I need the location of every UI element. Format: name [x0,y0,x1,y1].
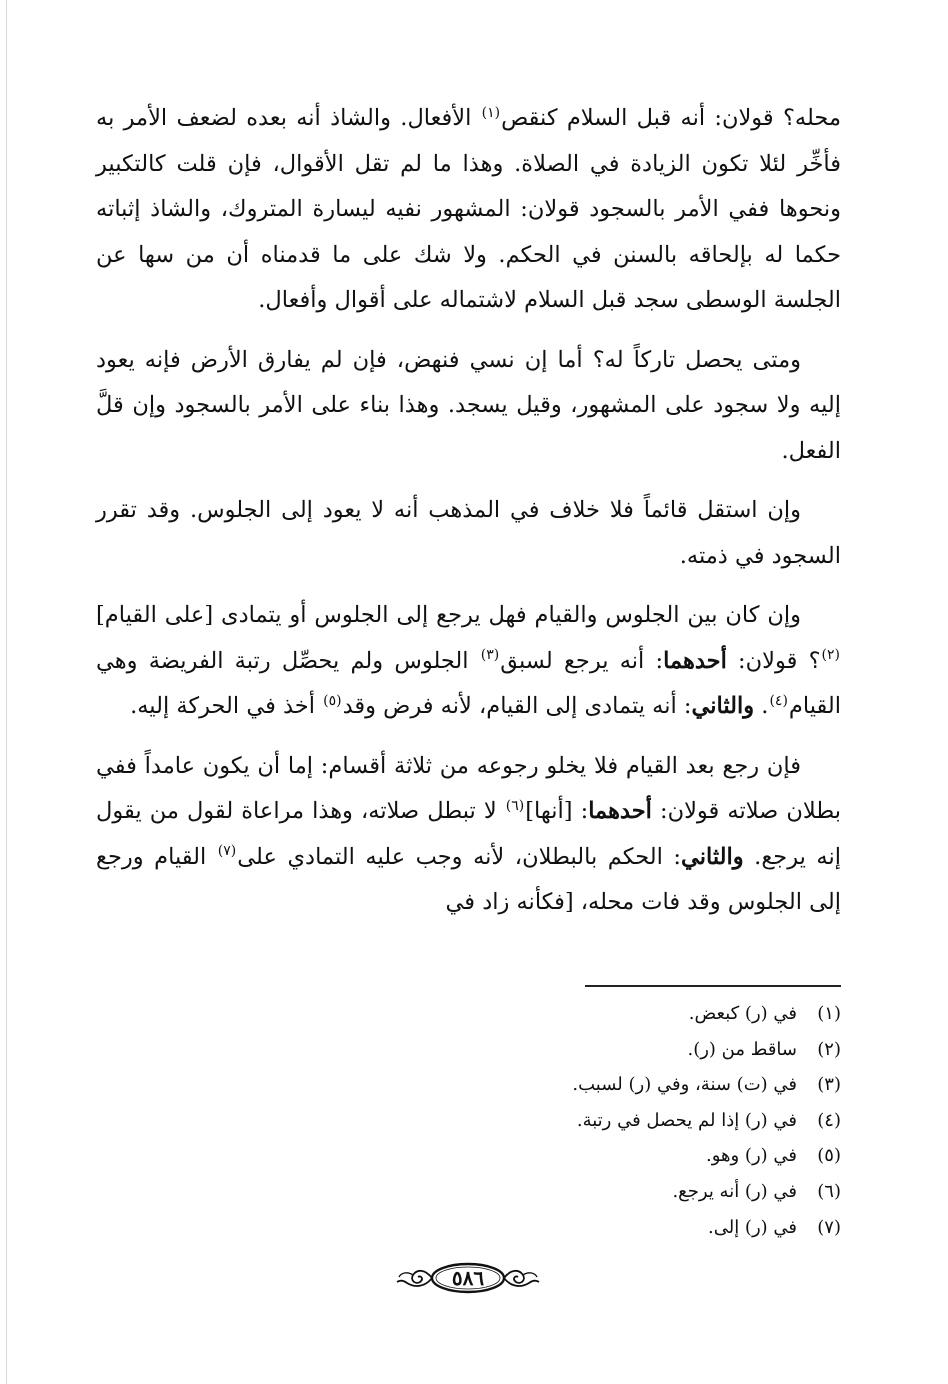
text-run: محله؟ قولان: أنه قبل السلام كنقص [501,105,841,131]
page-edge-line [6,0,7,1384]
page-number-ornament [395,1261,541,1295]
footnote-item [96,1103,841,1139]
footnote-text: في (ر) أنه يرجع. [672,1180,797,1202]
text-run: وإن استقل قائماً فلا خلاف في المذهب أنه لا يعود إلى الجلوس. وقد تقرر السجود في ذمته. [96,497,841,569]
footnote-text: في (ت) سنة، وفي (ر) لسبب. [572,1074,797,1096]
paragraph [96,593,841,730]
page-number: ٥٨٦ [451,1266,485,1290]
footnote-text: في (ر) كبعض. [688,1003,797,1024]
paragraph [96,488,841,579]
footnote-reference: (٦) [505,797,525,814]
text-run: أخذ في الحركة إليه. [130,693,323,719]
footnote-text: في (ر) وهو. [706,1145,797,1167]
footnote-reference: (١) [481,104,501,121]
text-run: : الحكم بالبطلان، لأنه وجب عليه التمادي على [237,843,681,870]
text-run: لا تبطل صلاته، وهذا مراعاة لقول من يقول إنه يرجع. [96,798,842,870]
footnote-number: (٥) [817,1145,841,1167]
footnote-text: في (ر) إلى. [708,1216,797,1238]
footnote-text: ساقط من (ر). [687,1038,797,1060]
text-run: القيام ورجع إلى الجلوس وقد فات محله، [فكأنه زاد في [96,843,841,915]
bold-term: والثاني [691,693,755,719]
footnote-item [96,1138,841,1174]
footnote-number: (٣) [817,1074,841,1096]
footnote-number: (٤) [817,1109,841,1131]
text-run: وإن كان بين الجلوس والقيام فهل يرجع إلى الجلوس أو يتمادى [على القيام] [96,602,801,628]
footnote-item [96,1067,841,1103]
footnote-number: (٧) [817,1216,841,1238]
footnote-number: (٢) [817,1038,841,1060]
text-run: : أنه يرجع لسبق [500,647,664,674]
bold-term: أحدهما [588,798,652,824]
footnote-text: في (ر) إذا لم يحصل في رتبة. [576,1109,797,1131]
text-run: الأفعال. والشاذ أنه بعده لضعف الأمر به فأخِّر لئلا تكون الزيادة في الصلاة. وهذا ما لم تقل الأقوال، فإن قلت كالتكبير ونحوها ففي الأمر بالسجود قولان: المشهور نفيه ليسارة المتروك، والشاذ إثباته حكما له بإلحاقه بالسنن في الحكم. ولا شك على ما قدمناه أن من سها عن الجلسة الوسطى سجد قبل السلام لاشتماله على أقوال وأفعال. [96,105,841,313]
text-run: فإن رجع بعد القيام فلا يخلو رجوعه من ثلاثة أقسام: إما أن يكون عامداً ففي بطلان صلاته قولان: [96,752,841,824]
text-run: : أنه يتمادى إلى القيام، لأنه فرض وقد [342,693,692,719]
footnotes-list [96,996,841,1245]
text-run: ومتى يحصل تاركاً له؟ أما إن نسي فنهض، فإن لم يفارق الأرض فإنه يعود إليه ولا سجود على المشهور، وقيل يسجد. وهذا بناء على الأمر بالسجود وإن قلَّ الفعل. [96,346,841,464]
footnote-number: (٦) [817,1180,841,1202]
text-run: الجلوس ولم يحصِّل رتبة الفريضة وهي القيام [96,647,841,719]
paragraph [96,744,841,926]
footnote-item [96,996,841,1032]
footnote-item [96,1210,841,1246]
paragraph [96,338,841,475]
footnote-reference: (٥) [323,692,342,709]
footnote-separator [585,985,841,987]
footnote-reference: (٣) [480,647,500,663]
text-run: : [أنها] [525,798,589,824]
bold-term: أحدهما [663,647,727,674]
footnote-number: (١) [817,1003,841,1024]
footnote-reference: (٧) [217,843,237,859]
footnote-reference: (٢) [821,647,841,663]
text-run: ؟ قولان: [726,647,821,674]
text-run: . [754,693,769,719]
footnote-reference: (٤) [769,692,788,709]
footnote-item [96,1032,841,1068]
paragraph [96,96,841,324]
footnote-item [96,1174,841,1210]
bold-term: والثاني [680,843,744,870]
main-text-body [96,96,841,926]
